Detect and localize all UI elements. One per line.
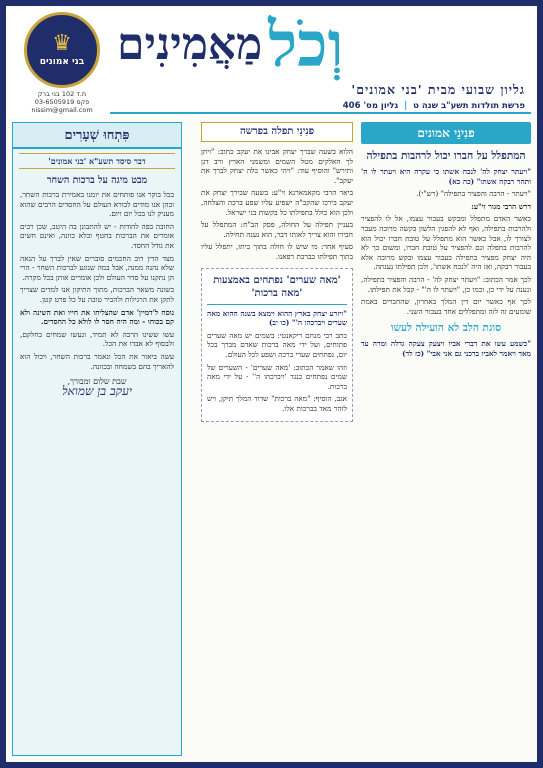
section-title: המתפלל על חברו יכול לרהבות בתפילה	[366, 150, 526, 162]
left-column-tab: פִּתְחוּ שְׁעָרִים	[13, 123, 181, 149]
paragraph: ביאר הרבי מקאמארנא זי"ע: בשעה שבירך יצחק את יעקב בירכו שהקב"ה ישפיע עליו שפע ברכה והצלחה, ולכן הוא כולל בתפילתו כל בקשות בני ישראל.	[201, 188, 353, 217]
right-column	[361, 122, 531, 756]
paragraph: מצד הדין רוב החכמים סוברים שאין לברך על הנאה שלא נהנה ממנה, אבל במה שנוגע לברכות השחר - הרי הן נתקנו על סדר העולם ולכן אומרים אותן בכל מקרה.	[20, 253, 174, 282]
paragraph: לכך אף כאשר יום דין המלך באחרון, שהחברים באמת שומעים זה לזה ומתפללים אחד בעבור השני.	[361, 297, 531, 316]
masthead-header	[6, 6, 537, 118]
closing-greeting: שבת שלום ומבורך,	[67, 377, 127, 387]
right-column-tab: פנִינֵי אמונים	[361, 122, 531, 144]
paragraph: בשונה משאר הברכות, מתוך התיקון אנו למדים שצריך לתקן את הרגילות ולהכיר טובה על כל פרט קטן.	[20, 285, 174, 304]
paragraph: "ויעתר - הרבה והפציר בתפילה" (רש"י).	[416, 189, 531, 199]
article-body	[361, 167, 531, 316]
logo-block	[14, 12, 110, 116]
article-body	[361, 339, 531, 358]
logo-emblem	[24, 12, 100, 88]
section-title: סוגת הלב לא הועילה לעשו	[390, 322, 502, 335]
paragraph: אגב, הוסיף: "מאה ברכות" שדוד המלך תיקן, ויש לזהר מאד בברכות אלו.	[207, 394, 347, 413]
left-column-subtitle: דבר סיסד תשע"א 'בני אמונים'	[19, 153, 175, 169]
contact-info	[14, 90, 110, 114]
middle-column	[201, 122, 353, 756]
paragraph: דרש הרבי מגור זי"ע:	[471, 201, 531, 211]
contact-line: nissim@gmail.com	[31, 106, 93, 114]
article-body	[207, 309, 347, 414]
left-column-topic: מבט מיגה על ברכות השחר	[46, 175, 148, 186]
paragraph: נוסח ל'דמיין' אדם שהצליחו את חייו ואת השינה ולא קם בכוחו - ומה היה חסר לו לולא כל החסדים.	[20, 307, 174, 327]
paragraph: עשה ביאור את הכל ונאמר ברכות השחר, ויכול הוא להאריך בהם בשמחה ובכוונה.	[20, 351, 174, 371]
article-body	[201, 147, 353, 262]
featured-box-title: 'מאה שערים' נפתחים באמצעות 'מאה ברכות'	[207, 274, 347, 305]
paragraph: החובה בפה להודות - יש להתבונן בה היטב, שכן רבים אומרים את הברכות בחטף ובלא כוונה, ואינם חשים את גודל החסד.	[20, 221, 174, 250]
paragraph: לכך אמר הכתוב: "ויעתר יצחק לה' - הרבה והפציר בתפילה, ונענה על ידי כן, וכמו כן, "ויעתר לו ה'" - קבל את תפילתו.	[361, 274, 531, 294]
signature: יעקב בן שמואל	[61, 383, 133, 398]
paragraph: בעניין תפילה על החולה, פסק הב"ח: המתפלל על חבירו והוא צריך לאותו דבר, הוא נענה תחילה.	[201, 220, 353, 239]
paragraph: "כשמע עשו את דברי אביו ויצעק צעקה גדלה ומרה עד מאד ויאמר לאביו ברכני גם אני אבי" (כז לד)	[361, 339, 531, 358]
header-divider	[110, 112, 531, 114]
title-maaminim: מַאֲמִינִים	[117, 19, 263, 70]
masthead-subtitle: גליון שבועי מבית 'בני אמונים'	[351, 82, 525, 97]
middle-column-tab: פנִינֵי תפלה בפרשה	[201, 122, 353, 142]
issue-parasha: פרשת תולדות תשע"ב שנה ט	[413, 101, 525, 111]
paragraph: וזהו שאמר הכתוב: 'מאה שערים' - השערים של שמים נפתחים כנגד 'ויברכהו ה'' - על ידי מאה ברכות.	[207, 362, 347, 391]
paragraph: בכל בוקר אנו פותחים את יומנו באמירת ברכות השחר, ובהן אנו מודים לבורא העולם על החסדים הרבים שהוא מעניק לנו בכל יום ויום.	[20, 190, 174, 219]
featured-box	[201, 268, 353, 423]
article-body	[13, 190, 181, 396]
left-column	[12, 122, 182, 756]
crown-icon: ♛	[52, 31, 72, 56]
title-vechol: וְכֹל	[268, 8, 344, 81]
paragraph: "ויזרע יצחק בארץ ההוא וימצא בשנה ההוא מאה שערים ויברכהו ה'" (כו יב)	[207, 308, 347, 328]
contact-line: פקס 03-6505919	[34, 98, 90, 106]
paragraph: עשו ששינו הרבה לא תמיד, ונעשו שמחים בחלקם, ולבסוף לא אבדו את הכל.	[20, 329, 174, 349]
paragraph: סעיף אחר: מי שיש לו חולה בתוך ביתו, יתפלל עליו בתוך תפילתו בברכת רפאנו.	[201, 242, 353, 261]
issue-info: פרשת תולדות תשע"ב שנה ט | גליון מס' 406	[342, 101, 525, 111]
paragraph: "ויעתר יצחק לה' לנכח אשתו כי עקרה היא ויעתר לו ה' ותהר רבקה אשתו" (כה כא)	[361, 167, 531, 186]
contact-line: ת.ד 102 בני ברק	[37, 90, 87, 98]
paragraph: כתב רבי מנחם ריקאנטי: בשמים יש מאה שערים פתוחים, ועל ידי מאה ברכות שאדם מברך בכל יום, נפתחים שערי ברכה ושפע לכל העולם.	[207, 330, 347, 359]
paragraph: כאשר האדם מתפלל ומבקש בעבור עצמו, אל לו להפציר ולהרבות בתפילה, ואף לא להפגין הלשון בקשה מרובה מעבר לצורך לו, אבל כאשר הוא מתפלל על טובת חברו יכול הוא להרבות בתפלה וגם להפציר על טובת חברו, ומשום כך לא היה יצחק מפציר בתפילה בעבור עצמו ובקש מרובה אלא בעבור רבקה, ואז היה 'לנכח אשתו', ולכן תפילתו נענתה.	[361, 214, 531, 272]
paragraph: הלוא בשעה שברך יצחק אבינו את יעקב כתוב: "ויתן לך האלקים מטל השמים ומשמני הארץ ורב דגן ותירש" והוסיף עוד: "ויהי כאשר כלה יצחק לברך את יעקב".	[201, 147, 353, 185]
logo-text: בני אמונים	[39, 57, 85, 67]
masthead-title	[117, 10, 527, 80]
issue-number: גליון מס' 406	[342, 101, 399, 111]
left-column-box	[12, 122, 182, 756]
